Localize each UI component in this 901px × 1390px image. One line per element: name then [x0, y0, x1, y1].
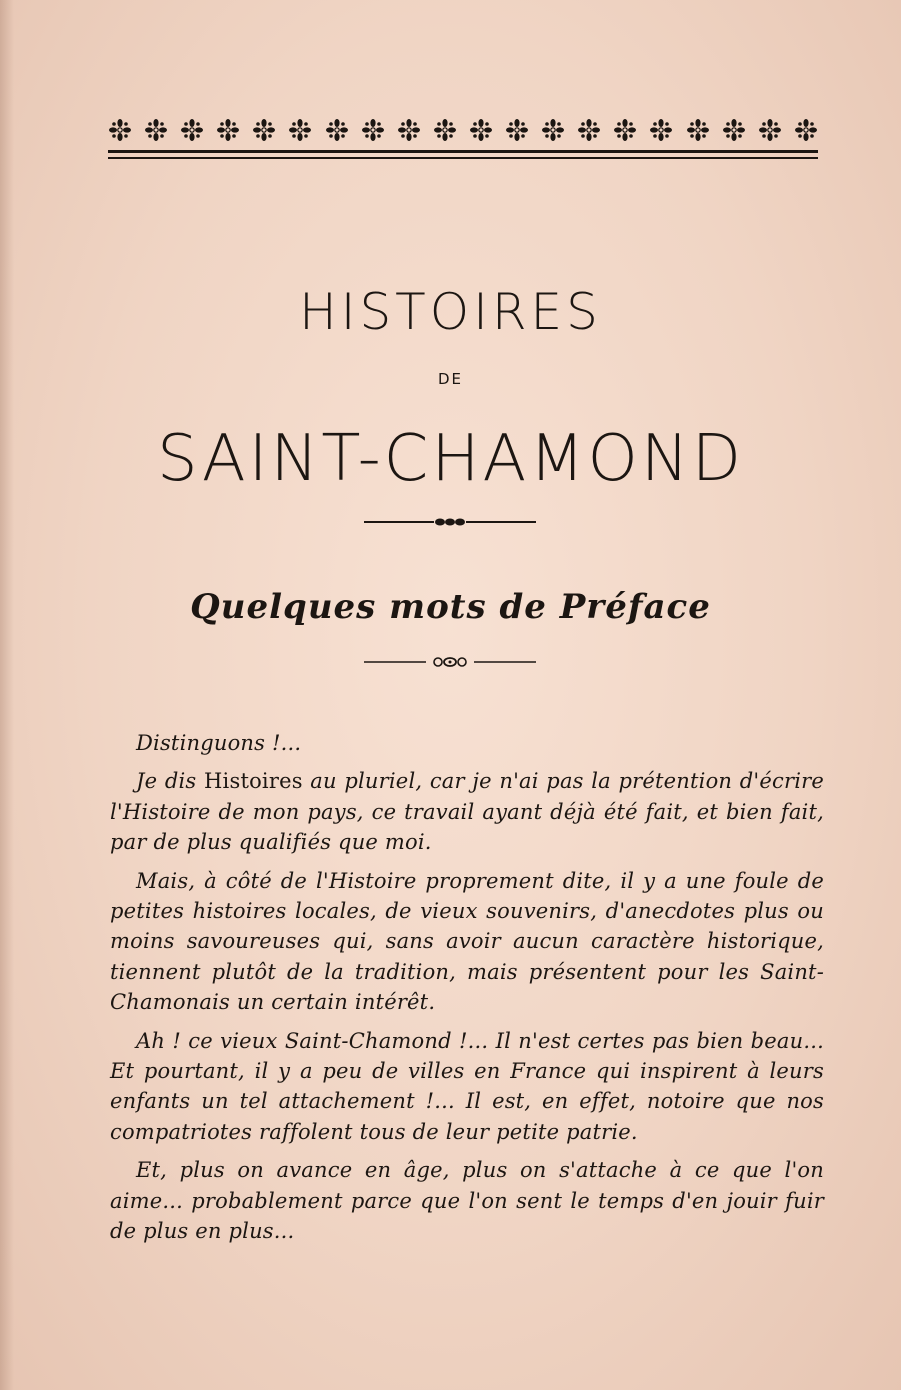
paragraph-5: Et, plus on avance en âge, plus on s'attache à ce que l'on aime... probablement parce que l'on sent le temps d'en jouir fuir de plus en plus... [110, 1158, 824, 1244]
flower-ornament-icon [613, 118, 637, 142]
flower-ornament-icon [361, 118, 385, 142]
flower-ornament-icon [433, 118, 457, 142]
preface-heading: Quelques mots de Préface [190, 587, 711, 627]
flower-ornament-icon [577, 118, 601, 142]
flower-ornament-icon [180, 118, 204, 142]
scroll-divider-icon [360, 654, 540, 670]
flower-ornament-icon [325, 118, 349, 142]
flower-ornament-icon [722, 118, 746, 142]
flower-ornament-icon [505, 118, 529, 142]
flower-ornament-icon [216, 118, 240, 142]
flower-ornament-icon [469, 118, 493, 142]
header-rule-thick [108, 150, 818, 153]
flower-ornament-icon [252, 118, 276, 142]
paragraph-2 [110, 766, 824, 857]
flower-ornament-icon [758, 118, 782, 142]
histoires-word: Histoires [204, 769, 303, 794]
flower-ornament-icon [686, 118, 710, 142]
paragraph-3: Mais, à côté de l'Histoire proprement dite, il y a une foule de petites histoires locales, de vieux souvenirs, d'anecdotes plus ou moins savoureuses qui, sans avoir aucun caractère historique, tiennent plutôt de la tradition, mais présentent pour les Saint-Chamonais un certain intérêt. [110, 868, 824, 1015]
flower-ornament-icon [649, 118, 673, 142]
book-title-histoires: HISTOIRES [299, 283, 602, 341]
flower-ornament-icon [288, 118, 312, 142]
dots-divider-icon [360, 514, 540, 530]
book-title-saint-chamond: SAINT-CHAMOND [157, 422, 744, 496]
flower-ornament-icon [794, 118, 818, 142]
header-rule-thin [108, 157, 818, 159]
book-title-de: DE [437, 370, 464, 388]
flower-ornament-icon [541, 118, 565, 142]
flower-ornament-icon [108, 118, 132, 142]
flower-ornament-band [108, 113, 818, 147]
flower-ornament-icon [397, 118, 421, 142]
paragraph-4: Ah ! ce vieux Saint-Chamond !... Il n'est certes pas bien beau... Et pourtant, il y a peu de villes en France qui inspirent à leurs enfants un tel attachement !... Il est, en effet, notoire que nos compatriotes raffolent tous de leur petite patrie. [110, 1028, 824, 1144]
page-shadow-edge [0, 0, 14, 1390]
paragraph-2-start: Je dis [136, 769, 205, 794]
paragraph-2-rest: au pluriel, car je n'ai pas la prétention d'écrire l'Histoire de mon pays, ce travail ayant déjà été fait, et bien fait, par de plus qualifiés que moi. [110, 769, 824, 855]
paragraph-1: Distinguons !... [136, 731, 302, 755]
flower-ornament-icon [144, 118, 168, 142]
preface-text [110, 728, 824, 1255]
